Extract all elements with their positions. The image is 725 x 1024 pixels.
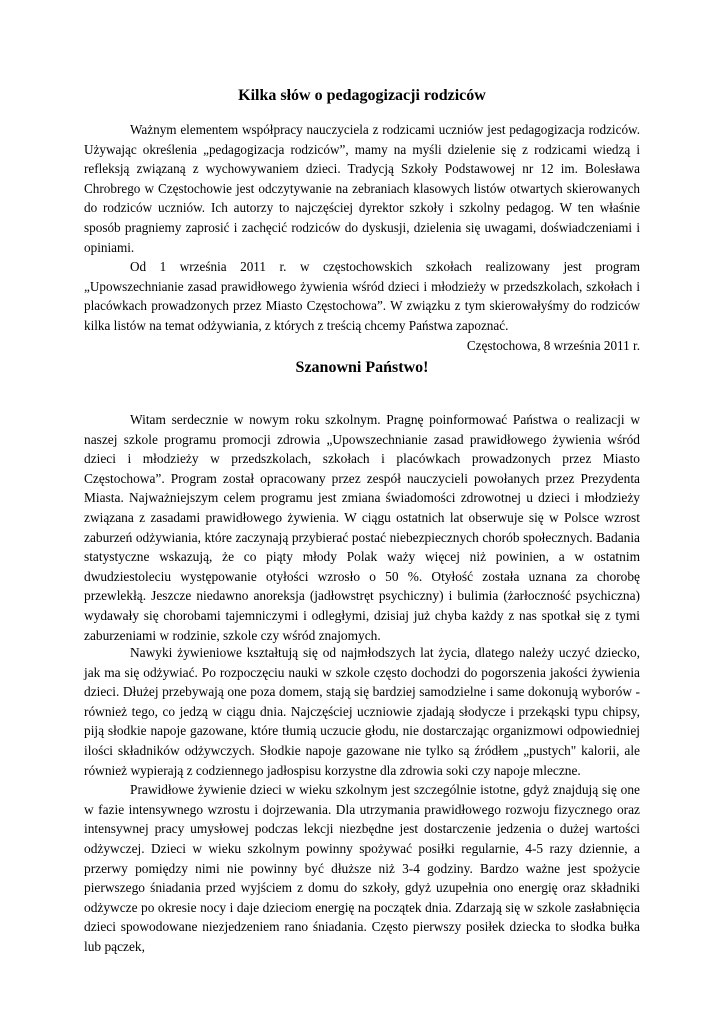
letter-section-1	[84, 410, 640, 645]
letter-paragraph: Witam serdecznie w nowym roku szkolnym. Pragnę poinformować Państwa o realizacji w naszej szkole programu promocji zdrowia „Upowszechnianie zasad prawidłowego żywienia wśród dzieci i młodzieży w przedszkolach, szkołach i placówkach prowadzonych przez Miasto Częstochowa”. Program został opracowany przez zespół nauczycieli powołanych przez Prezydenta Miasta. Najważniejszym celem programu jest zmiana świadomości zdrowotnej u dzieci i młodzieży związana z zasadami prawidłowego żywienia. W ciągu ostatnich lat obserwuje się w Polsce wzrost zaburzeń odżywiania, które zaczynają przybierać postać niebezpiecznych chorób społecznych. Badania statystyczne wskazują, że co piąty młody Polak waży więcej niż powinien, a w ostatnim dwudziestoleciu występowanie otyłości wzrosło o 50 %. Otyłość została uznana za chorobę przewlekłą. Jeszcze niedawno anoreksja (jadłowstręt psychiczny) i bulimia (żarłoczność psychiczna) wydawały się chorobami tajemniczymi i odległymi, dzisiaj już chyba każdy z nas spotkał się z tymi zaburzeniami w rodzinie, szkole czy wśród znajomych.	[84, 412, 640, 643]
intro-section	[84, 120, 640, 355]
letter-paragraph: Prawidłowe żywienie dzieci w wieku szkolnym jest szczególnie istotne, gdyż znajdują się one w fazie intensywnego wzrostu i dojrzewania. Dla utrzymania prawidłowego rozwoju fizycznego oraz intensywnej pracy umysłowej podczas lekcji niezbędne jest dostarczenie jedzenia o dużej wartości odżywczej. Dzieci w wieku szkolnym powinny spożywać posiłki regularnie, 4-5 razy dziennie, a przerwy pomiędzy nimi nie powinny być dłuższe niż 3-4 godziny. Bardzo ważne jest spożycie pierwszego śniadania przed wyjściem z domu do szkoły, gdyż uzupełnia ono energię oraz składniki odżywcze po okresie nocy i daje dzieciom energię na początek dnia. Zdarzają się w szkole zasłabnięcia dzieci spowodowane niezjedzeniem rano śniadania. Często pierwszy posiłek dziecka to słodka bułka lub pączek,	[84, 782, 640, 954]
letter-greeting: Szanowni Państwo!	[295, 359, 429, 376]
intro-paragraph: Od 1 września 2011 r. w częstochowskich szkołach realizowany jest program „Upowszechnianie zasad prawidłowego żywienia wśród dzieci i młodzieży w przedszkolach, szkołach i placówkach prowadzonych przez Miasto Częstochowa”. W związku z tym skierowałyśmy do rodziców kilka listów na temat odżywiania, z których z treścią chcemy Państwa zapoznać.	[84, 259, 640, 333]
letter-paragraph: Nawyki żywieniowe kształtują się od najmłodszych lat życia, dlatego należy uczyć dziecko, jak ma się odżywiać. Po rozpoczęciu nauki w szkole często dochodzi do pogorszenia jakości żywienia dzieci. Dłużej przebywają one poza domem, stają się bardziej samodzielne i same dokonują wyborów - również tego, co jedzą w ciągu dnia. Najczęściej uczniowie zjadają słodycze i przekąski typu chipsy, piją słodkie napoje gazowane, które tłumią uczucie głodu, nie dostarczając organizmowi odpowiedniej ilości składników odżywczych. Słodkie napoje gazowane nie tylko są źródłem „pustych" kalorii, ale również wypierają z codziennego jadłospisu korzystne dla zdrowia soki czy napoje mleczne.	[84, 645, 640, 778]
letter-section-2	[84, 643, 640, 957]
intro-paragraph: Ważnym elementem współpracy nauczyciela z rodzicami uczniów jest pedagogizacja rodziców. Używając określenia „pedagogizacja rodziców”, mamy na myśli dzielenie się z rodzicami wiedzą i refleksją związaną z wychowywaniem dzieci. Tradycją Szkoły Podstawowej nr 12 im. Bolesława Chrobrego w Częstochowie jest odczytywanie na zebraniach klasowych listów otwartych skierowanych do rodziców uczniów. Ich autorzy to najczęściej dyrektor szkoły i szkolny pedagog. W ten właśnie sposób pragniemy zaprosić i zachęcić rodziców do dyskusji, dzielenia się uwagami, doświadczeniami i opiniami.	[84, 122, 640, 255]
date-line: Częstochowa, 8 września 2011 r.	[466, 337, 640, 353]
document-title: Kilka słów o pedagogizacji rodziców	[238, 87, 486, 104]
